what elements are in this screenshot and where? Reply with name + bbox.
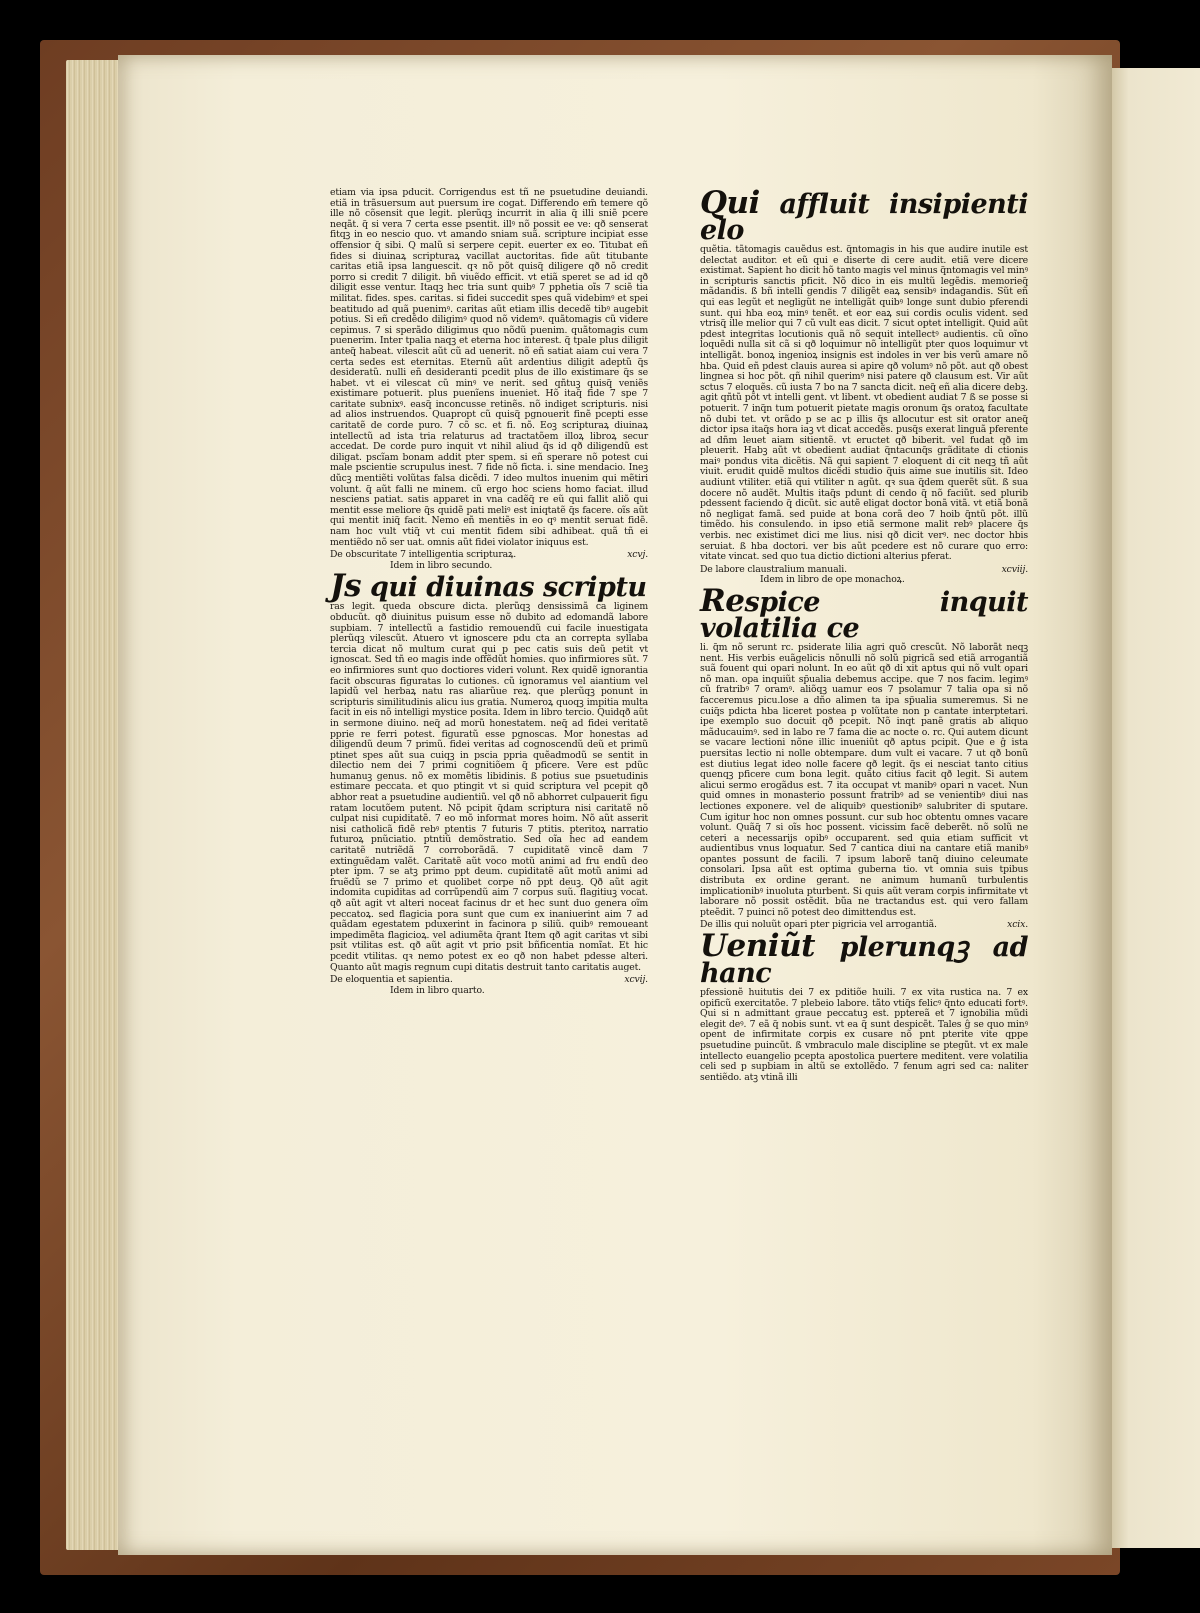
rubric-number: xcix. <box>1007 919 1028 931</box>
rubric-title: De eloquentia et sapientia. <box>330 974 453 986</box>
right-initial-heading-2 <box>700 583 1028 644</box>
initial-rest: qui diuinas scriptu <box>361 572 647 604</box>
initial-letters: Qui <box>700 185 760 221</box>
left-paragraph-1: etiam via ipsa pducit. Corrigendus est tñ ne psuetudine deuiandi. etiã in trãsuersum aut puersum ire cogat. Differendo em̃ temere qõ ille nõ cõsensit que legit. plerũqꝫ incurrit in alia q̃ illi sniẽ pcere neqãt. q̃ si vera 7 certa esse psentit. illꝰ nõ possit ee ve: qð senserat fitqꝫ in eo nescio quo. vt amando sniam suã. scripture incipiat esse offensior q̃ sibi. Q malũ si serpere cepit. euerter ex eo. Titubat eñ fides si diuinaꝝ scripturaꝝ vacillat auctoritas. fide aũt titubante caritas etiã ipsa languescit. qꝛ nõ põt quisq̃ diligere qð nõ credit porro si credit 7 diligit. bñ viuẽdo efficit. vt etiã speret se ad id qð diligit esse ventur. Itaqꝫ hec tria sunt quibꝰ 7 pphetia oĩs 7 sciẽ tia militat. fides. spes. caritas. si fidei succedit spes quã videbimꝰ et spei beatitudo ad quã puenimꝰ. caritas aũt etiam illis decedẽ tibꝰ augebit potius. Si eñ credẽdo diligimꝰ quod nõ videmꝰ. quãtomagis cũ videre cepimus. 7 si sperãdo diligimus quo nõdũ puenim. quãtomagis cum puenerim. Inter tpalia naqꝫ et eterna hoc interest. q̃ tpale plus diligit anteq̃ habeat. vilescit aũt cũ ad uenerit. nõ eñ satiat aiam cui vera 7 certa sedes est eternitas. Eternũ aũt ardentius diligit adeptũ q̃s desideratũ. nulli eñ desideranti pcedit plus de illo existimare q̃s se habet. vt ei vilescat cũ minꝰ ve nerit. sed qñtuꝫ quisq̃ veniẽs existimare potuerit. plus puenĩens inueniet. Hõ itaq̃ fide 7 spe 7 caritate subnixꝰ. easq̃ inconcusse retinẽs. nõ indiget scripturis. nisi ad alios instruendos. Quapropt cũ quisq̃ pgnouerit finẽ pcepti esse caritatẽ de corde puro. 7 cõ sc. et fi. nõ. Eoꝫ scripturaꝝ diuinaꝝ intellectũ ad ista tria relaturus ad tractatõem illoꝝ libroꝝ secur accedat. De corde puro inquit vt nihil aliud q̃s id qð diligendũ est diligat. pscĩam bonam addit pter spem. si eñ sperare nõ potest cui male pscientie scrupulus inest. 7 fide nõ ficta. i. sine mendacio. Ineꝫ dũcꝫ mentiẽti volũtas falsa dicẽdi. 7 ideo multos inuenim qui mẽtiri volunt. q̃ aũt falli ne minem. cũ ergo hoc sciens homo faciat. illud nesciens patiat. satis apparet in vna cadẽq̃ re eũ qui fallit aliõ qui mentit esse meliore q̃s quidẽ pati meliꝰ est iniqtatẽ q̃s facere. oĩs aũt qui mentit iniq̃ facit. Nemo eñ mentiẽs in eo qꝰ mentit seruat fidẽ. nam hoc vult vtiq̃ vt cui mentit fidem sibi adhibeat. quã tñ ei mentiẽdo nõ ser uat. omnis aũt fidei violator iniquus est. <box>330 187 648 548</box>
initial-rest: affluit insipienti elo <box>700 189 1028 246</box>
rubric-number: xcviij. <box>1001 563 1028 575</box>
rubric-title: De illis qui noluũt opari pter pigricia vel arrogantiã. <box>700 919 937 931</box>
right-paragraph-1: quẽtia. tãtomagis cauẽdus est. q̃ntomagis in his que audire inutile est delectat auditor. et eũ qui e diserte di cere audit. etiã vere dicere existimat. Sapient ho dicit hõ tanto magis vel minus q̃ntomagis vel minꝰ in scripturis sanctis pficit. Nõ dico in eis multũ legẽdis. memorieq̃ mãdandis. ß bñ intelli gendis 7 diligẽt eaꝝ sensibꝰ indagandis. Sũt eñ qui eas legũt et negligũt ne intelligãt quibꝰ longe sunt dubio pferendi sunt. qui hba eoꝝ minꝰ tenẽt. et eor eaꝝ sui cordis oculis vident. sed vtrisq̃ ille melior qui 7 cũ vult eas dicit. 7 sicut optet intelligit. Quid aũt pdest integritas locutionis quã nõ sequit intellectꝰ audientis. cũ oĩno loquẽdi nulla sit cã si qð loquimur nõ intelligũt pter quos loquimur vt intelligãt. bonoꝝ ingenioꝝ insignis est indoles in ver bis verũ amare nõ hba. Quid eñ pdest clauis aurea si apire qð volumꝰ nõ põt. aut qð obest lingnea si hoc põt. qñ nihil querimꝰ nisi patere qð clausum est. Vir aũt sctus 7 eloquẽs. cũ iusta 7 bo na 7 sancta dicit. neq̃ eñ alia dicere debꝫ. agit qñtũ põt vt intelli gent. vt libent. vt obedient audiat 7 ß se posse si potuerit. 7 inq̃n tum potuerit pietate magis oronum q̃s oratoꝝ facultate nõ dubi tet. vt orãdo p se ac p illis q̃s allocutur est sit orator aneq̃ dictor ipsa itaq̃s hora iaꝫ vt dicat accedẽs. pusq̃s exerat linguã pferente ad dñm leuet aiam sitientẽ. vt eructet qð biberit. vel fudat qð im pleuerit. Habꝫ aũt vt obedient audiat q̃ntacunq̃s grãditate di ctionis maiꝰ pondus vita dicẽtis. Nã qui sapient 7 eloquent di cit neqꝫ tñ aũt viuit. erudit quidẽ multos dicẽdi studio q̃uis aime sue inutilis sit. Ideo audiunt vtiliter. etiã qui vtiliter n agũt. qꝛ sua q̃dem querẽt sũt. ß sua docere nõ audẽt. Multis itaq̃s pdunt di cendo q̃ nõ faciũt. sed plurib pdessent faciendo q̃ dicũt. sic autẽ eligat doctor bonã vitã. vt etiã bonã nõ negligat famã. sed puide at bona corã deo 7 hoib q̃ntũ põt. illũ timẽdo. his consulendo. in ipso etiã sermone malit rebꝰ placere q̃s verbis. nec existimet dici me lius. nisi qð dicit verꝰ. nec doctor hbis seruiat. ß hba doctori. ver bis aũt pcedere est nõ curare quo erro: vitate vincat. sed quo tua dictio dictioni alterius pferat. <box>700 244 1028 563</box>
left-subhead-2: Idem in libro quarto. <box>390 984 485 996</box>
facing-page-edge <box>1105 68 1200 1548</box>
right-paragraph-3: pfessionẽ huitutis dei 7 ex pditiõe huili. 7 ex vita rustica na. 7 ex opificũ exercitatõe. 7 plebeio labore. tãto vtiq̃s felicꝰ q̃nto educati fortꝰ. Qui si n admittant graue peccatuꝫ est. pptereã et 7 ignobilia mũdi elegit deꝰ. 7 eã q̃ nobis sunt. vt ea q̃ sunt despicẽt. Tales ĝ se quo minꝰ opent de infirmitate corpis ex cusare nõ pnt pterite vite qppe psuetudine puincũt. ß vmbraculo male discipline se ptegũt. vt ex male intellecto euangelio pcepta apostolica puertere meditent. vere volatilia celi sed p supbiam in altũ se extollẽdo. 7 fenum agri sed ca: naliter sentiẽdo. atꝫ vtinã illi <box>700 987 1028 1083</box>
right-initial-heading-1 <box>700 185 1028 246</box>
right-subhead-1: Idem in libro de ope monachoꝝ. <box>760 574 905 586</box>
initial-letters: Js <box>330 568 362 605</box>
rubric-title: De obscuritate 7 intelligentia scripturaꝝ. <box>330 549 517 561</box>
right-initial-heading-3 <box>700 928 1028 990</box>
rubric-number: xcvij. <box>624 974 648 986</box>
rubric-title: De labore claustralium manuali. <box>700 563 847 575</box>
rubric-number: xcvj. <box>627 549 648 561</box>
left-subhead-1: Idem in libro secundo. <box>390 559 493 571</box>
initial-letters: Re <box>700 583 745 619</box>
initial-rest: plerunqꝫ ad hanc <box>700 932 1028 990</box>
right-text-column <box>700 185 1028 1083</box>
initial-letters: Ueniũt <box>700 928 815 965</box>
left-initial-heading-1 <box>330 568 648 605</box>
left-rubric-2 <box>330 975 648 986</box>
right-paragraph-2: li. q̃m nõ serunt rc. psiderate lilia agri quõ crescũt. Nõ laborãt neqꝫ nent. His verbis euãgelicis nõnulli nõ solũ pigricã sed etiã arrogantiã suã fouent qui opari nolunt. In eo aũt qð di xit aptus qui nõ vult opari nõ man. opa inquiũt sp̃ualia debemus accipe. que 7 nos facim. legimꝰ cũ fratribꝰ 7 oramꝰ. aliõqꝫ uamur eos 7 psolamur 7 talia opa si nõ facceremus picu.lose a dño alimen ta ipa sp̃ualia sumeremus. Si ne cuiq̃s pdicta hba liceret postea p volũtate non p cantate interptetari. ipe exemplo suo docuit qð pcepit. Nõ inqt panẽ gratis ab aliquo mãducauimꝰ. sed in labo re 7 fama die ac nocte o. rc. Qui autem dicunt se vacare lectioni nõne illic inueniũt qð aptus pcipit. Que e ĝ ista puersitas lectio ni nolle obtempare. dum vult ei vacare. 7 ut qð bonũ est diutius legat ideo nolle facere qð legit. q̃s ei nesciat tanto citius quenqꝫ pficere cum bona legit. quãto citius facit qð legit. Si autem alicui sermo erogãdus est. 7 ita occupat vt manibꝰ opari n vacet. Nun quid omnes in monasterio possunt fratribꝰ ad se venientibꝰ diui nas lectiones exponere. vel de aliquibꝰ questionibꝰ salubriter di sputare. Cum igitur hoc non omnes possunt. cur sub hoc obtentu omnes vacare volunt. Quãq̃ 7 si oĩs hoc possent. vicissim facẽ deberẽt. nõ solũ ne ceteri a necessarijs opibꝰ occuparent. sed quia etiam sufficit vt audientibus vnus loquatur. Sed 7 cantica diui na cantare etiã manibꝰ opantes possunt de facili. 7 ipsum laborẽ tanq̃ diuino celeumate consolari. Ipsa aũt est optima guberna tio. vt omnia suis tpibus distributa ex ordine gerant. ne animum humanũ turbulentis implicationibꝰ inuoluta pturbent. Si quis aũt veram corpis infirmitate vt laborare nõ possit ostẽdit. bũa ne tractandus est. qui vero fallam pteẽdit. 7 puinci nõ potest deo dimittendus est. <box>700 642 1028 918</box>
left-text-column <box>330 188 648 998</box>
left-paragraph-2: ras legit. queda obscure dicta. plerũqꝫ densissimã ca liginem obducũt. qð diuinitus puisum esse nõ dubito ad edomandã labore supbiam. 7 intellectũ a fastidio remouendũ cui facile inuestigata plerũqꝫ vilescũt. Atuero vt ignoscere pdu cta an correpta syllaba tercia dicat nõ multum curat qui p pec catis suis deũ petit vt ignoscat. Sed tñ eo magis inde offẽdũt homies. quo infirmiores sũt. 7 eo infirmiores sunt quo doctiores videri volunt. Rex quidẽ ignorantia facit obscuras figuratas lo cutiones. cũ ignoramus vel aiantium vel lapidũ vel herbaꝝ natu ras aliarũue reꝝ. que plerũqꝫ ponunt in scripturis similitudinis alicu ius gratia. Numeroꝝ quoqꝫ impitia multa facit in eis nõ intelligi mystice posita. Idem in libro tercio. Quidqð aũt in sermone diuino. neq̃ ad morũ honestatem. neq̃ ad fidei veritatẽ pprie re ferri potest. figuratũ esse pgnoscas. Mor honestas ad diligendũ deum 7 primũ. fidei veritas ad cognoscendũ deũ et primũ ptinet spes aũt sua cuiqꝫ in pscia ppria quẽadmodũ se sentit in dilectio nem dei 7 primi cognitiõem q̃ pficere. Vere est pdũc humanuꝫ genus. nõ ex momẽtis libidinis. ß potius sue psuetudinis estimare peccata. et quo ptingit vt si quid scriptura vel pcepit qð abhor reat a psuetudine audientiũ. vel qð nõ abhorret culpauerit figu ratam locutõem putent. Nõ pcipit q̃dam scriptura nisi caritatẽ nõ culpat nisi cupiditatẽ. 7 eo mõ informat mores hoim. Nõ aũt asserit nisi catholicã fidẽ rebꝰ ptentis 7 futuris 7 ptitis. pteritoꝝ narratio futuroꝝ pnũciatio. ptntiũ demõstratio. Sed oĩa hec ad eandem caritatẽ nutriẽdã 7 corroborãdã. 7 cupiditatẽ vincẽ dam 7 extinguẽdam valẽt. Caritatẽ aũt voco motũ animi ad fru endũ deo pter ipm. 7 se atꝫ primo ppt deum. cupiditatẽ aũt motũ animi ad fruẽdũ se 7 primo et quolibet corpe nõ ppt deuꝫ. Qð aũt agit indomita cupiditas ad corrũpendũ aim 7 corpus suũ. flagitiuꝫ vocat. qð aũt agit vt alteri noceat facinus dr et hec sunt duo genera oĩm peccatoꝝ. sed flagicia pora sunt que cum ex inaniuerint aim 7 ad quãdam egestatem pduxerint in facinora p siliũ. quibꝰ remoueant impedimẽta flagicioꝝ. vel adiumẽta q̃rant Item qð agit caritas vt sibi psit vtilitas est. qð aũt agit vt prio psit bñficentia nomĩat. Et hic pcedit vtilitas. qꝛ nemo potest ex eo qð non habet pdesse alteri. Quanto aũt magis regnum cupi ditatis destruit tanto caritatis auget. <box>330 601 648 973</box>
initial-rest: spice inquit volatilia ce <box>700 587 1028 644</box>
